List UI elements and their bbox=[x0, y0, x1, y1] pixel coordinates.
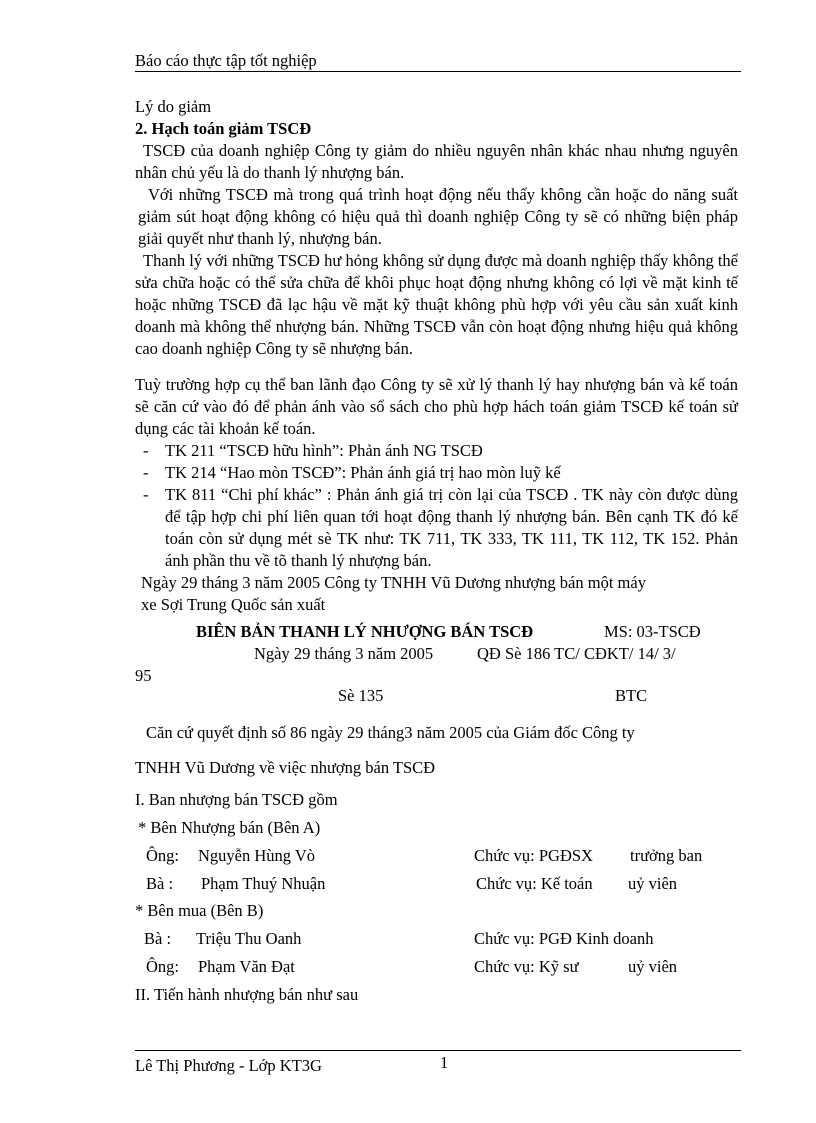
date-line-2: xe Sợi Trung Quốc sản xuất bbox=[141, 595, 326, 614]
buyer-heading: * Bên mua (Bên B) bbox=[135, 901, 264, 920]
seller-1-name: Nguyễn Hùng Vò bbox=[198, 846, 316, 865]
buyer-2-role: uỷ viên bbox=[628, 957, 678, 976]
seller-1-role: trưởng ban bbox=[630, 846, 703, 865]
footer-rule bbox=[135, 1050, 741, 1051]
bullet-text: TK 211 “TSCĐ hữu hình”: Phản ánh NG TSCĐ bbox=[165, 441, 483, 460]
seller-2-position: Chức vụ: Kế toán bbox=[476, 874, 593, 893]
buyer-1-position: Chức vụ: PGĐ Kinh doanh bbox=[474, 929, 654, 948]
buyer-2-title: Ông: bbox=[146, 957, 179, 976]
paragraph-3: Thanh lý với những TSCĐ hư hỏng không sử dụng được mà doanh nghiệp thấy không thể sửa chữa hoặc có thể sửa chữa để khôi phục hoạt động nhưng không có lợi về mặt kinh tế hoặc những TSCĐ đã lạc hậu về mặt kỹ thuật không phù hợp với yêu cầu sản xuất kinh doanh mà không thể nhượng bán. Những TSCĐ vẫn còn hoạt động nhưng hiệu quả không cao doanh nghiệp Công ty sẽ nhượng bán. bbox=[135, 251, 738, 358]
bullet-item-tk214 bbox=[135, 462, 738, 484]
bullet-text: TK 214 “Hao mòn TSCĐ”: Phản ánh giá trị hao mòn luỹ kế bbox=[165, 463, 561, 482]
basis-line-1: Căn cứ quyết định số 86 ngày 29 tháng3 năm 2005 của Giám đốc Công ty bbox=[146, 723, 635, 742]
decision-number: QĐ Sè 186 TC/ CĐKT/ 14/ 3/ bbox=[477, 644, 676, 663]
page-number: 1 bbox=[440, 1053, 449, 1072]
minutes-date: Ngày 29 tháng 3 năm 2005 bbox=[254, 644, 434, 663]
reason-label: Lý do giảm bbox=[135, 97, 212, 116]
minutes-title: BIÊN BẢN THANH LÝ NHƯỢNG BÁN TSCĐ bbox=[196, 622, 534, 641]
bullet-item-tk811 bbox=[135, 484, 738, 572]
seller-2-role: uỷ viên bbox=[628, 874, 678, 893]
bullet-item-tk211 bbox=[135, 440, 738, 462]
date-line-1: Ngày 29 tháng 3 năm 2005 Công ty TNHH Vũ Dương nhượng bán một máy bbox=[141, 573, 646, 592]
bullet-dash: - bbox=[143, 441, 149, 460]
section-heading: 2. Hạch toán giảm TSCĐ bbox=[135, 119, 312, 138]
paragraph-1: TSCĐ của doanh nghiệp Công ty giảm do nhiều nguyên nhân khác nhau nhưng nguyên nhân chủ yếu là do thanh lý nhượng bán. bbox=[135, 141, 738, 182]
seller-2-name: Phạm Thuý Nhuận bbox=[201, 874, 326, 893]
btc-label: BTC bbox=[615, 686, 648, 705]
paragraph-4: Tuỳ trường hợp cụ thể ban lãnh đạo Công ty sẽ xử lý thanh lý hay nhượng bán và kế toán sẽ căn cứ vào đó để phản ánh vào sổ sách cho phù hợp hách toán giảm TSCĐ kế toán sử dụng các tài khoản kế toán. bbox=[135, 375, 738, 438]
seller-heading: * Bên Nhượng bán (Bên A) bbox=[138, 818, 321, 837]
buyer-2-name: Phạm Văn Đạt bbox=[198, 957, 295, 976]
buyer-2-position: Chức vụ: Kỹ sư bbox=[474, 957, 579, 976]
header-title: Báo cáo thực tập tốt nghiệp bbox=[135, 51, 317, 70]
footer-author: Lê Thị Phương - Lớp KT3G bbox=[135, 1056, 322, 1075]
paragraph-2: Với những TSCĐ mà trong quá trình hoạt động nếu thấy không cần hoặc do năng suất giảm sút hoạt động không có hiệu quả thì doanh nghiệp Công ty sẽ có những biện pháp giải quyết như thanh lý, nhượng bán. bbox=[138, 185, 738, 248]
seller-1-title: Ông: bbox=[146, 846, 179, 865]
basis-line-2: TNHH Vũ Dương về việc nhượng bán TSCĐ bbox=[135, 758, 436, 777]
section-1-heading: I. Ban nhượng bán TSCĐ gồm bbox=[135, 790, 338, 809]
seller-1-position: Chức vụ: PGĐSX bbox=[474, 846, 593, 865]
bullet-dash: - bbox=[143, 463, 149, 482]
minutes-form-code: MS: 03-TSCĐ bbox=[604, 622, 701, 641]
bullet-text: TK 811 “Chi phí khác” : Phản ánh giá trị còn lại của TSCĐ . TK này còn được dùng để tập hợp chi phí liên quan tới hoạt động thanh lý nhượng bán. Bên cạnh TK đó kế toán còn sử dụng mét sè TK như: TK 711, TK 333, TK 111, TK 112, TK 152. Phản ánh phần thu về tõ thanh lý nhượng bán. bbox=[165, 485, 738, 570]
decision-year: 95 bbox=[135, 666, 152, 685]
seller-2-title: Bà : bbox=[146, 874, 174, 893]
minutes-number: Sè 135 bbox=[338, 686, 384, 705]
buyer-1-title: Bà : bbox=[144, 929, 172, 948]
header-rule bbox=[135, 71, 741, 72]
bullet-dash: - bbox=[143, 485, 149, 504]
buyer-1-name: Triệu Thu Oanh bbox=[196, 929, 302, 948]
section-2-heading: II. Tiến hành nhượng bán như sau bbox=[135, 985, 359, 1004]
